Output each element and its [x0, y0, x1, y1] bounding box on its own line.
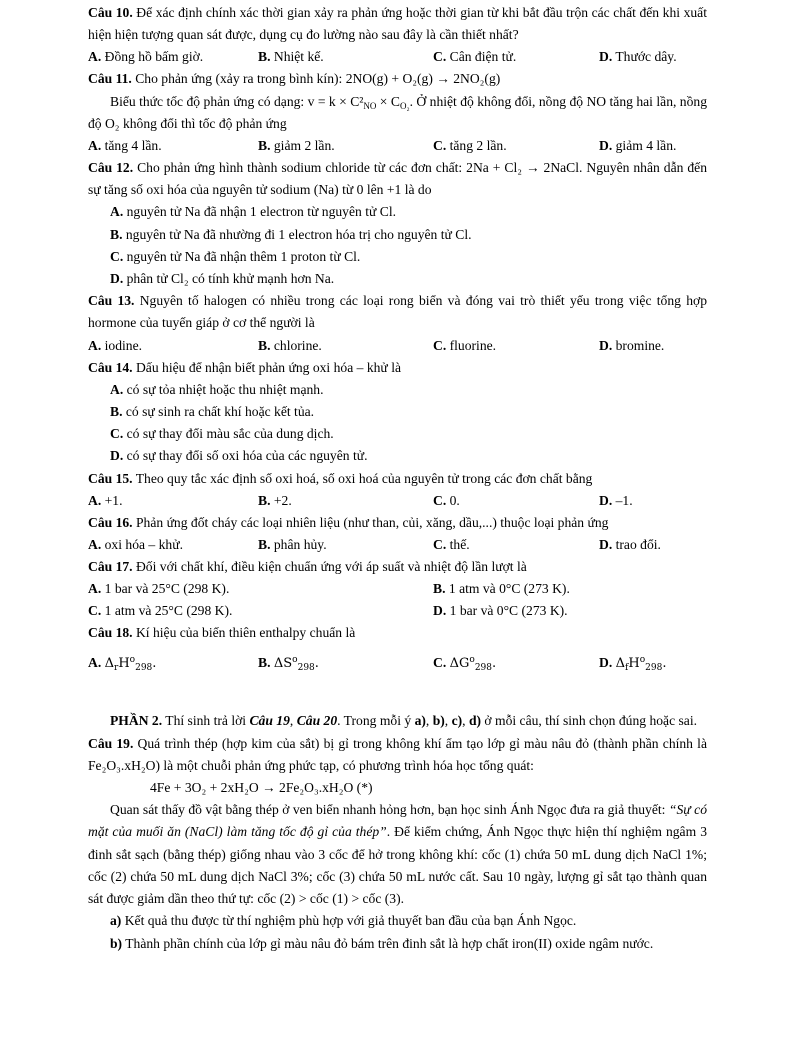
question-text: Nguyên tố halogen có nhiều trong các loại rong biển và đóng vai trò thiết yếu trong việc tổng hợp hormone của tuyến giáp ở cơ thể người là — [88, 293, 707, 331]
option-c: C. có sự thay đổi màu sắc của dung dịch. — [110, 426, 334, 442]
option-d: trao đổi. — [615, 537, 661, 553]
option-a: tăng 4 lần. — [104, 138, 162, 154]
question-number: Câu 11. — [88, 71, 132, 87]
option-c: $\Delta G^o_{298}$. — [449, 655, 497, 674]
option-c: Cân điện tử. — [449, 49, 517, 65]
question-19 — [88, 733, 707, 777]
option-b: B. nguyên tử Na đã nhường đi 1 electron hóa trị cho nguyên tử Cl. — [110, 226, 472, 242]
question-text: Kí hiệu của biến thiên enthalpy chuẩn là — [132, 625, 356, 641]
option-b: Nhiệt kế. — [273, 49, 324, 65]
option-d: Thước dây. — [615, 49, 677, 65]
option-d: D. phân tử Cl₂ có tính khử mạnh hơn Na. — [110, 271, 335, 287]
question-text: Theo quy tắc xác định số oxi hoá, số oxi hoá của nguyên tử trong các đơn chất bằng — [132, 470, 593, 486]
option-a: oxi hóa – khử. — [104, 537, 183, 553]
question-number: Câu 12. — [88, 160, 134, 176]
part-2-instructions: PHẦN 2. Thí sinh trả lời Câu 19, Câu 20. Trong mỗi ý a), b), c), d) ở mỗi câu, thí sinh chọn đúng hoặc sai. — [110, 713, 697, 729]
statement-a: a) Kết quả thu được từ thí nghiệm phù hợp với giả thuyết ban đầu của bạn Ánh Ngọc. — [110, 913, 577, 929]
option-c: tăng 2 lần. — [449, 138, 507, 154]
question-number: Câu 10. — [88, 5, 133, 20]
rust-equation: 4Fe + 3O₂ + 2xH₂O → 2Fe₂O₃.xH₂O (*) — [150, 780, 373, 796]
part-title: PHẦN 2. — [110, 713, 163, 729]
question-14 — [88, 357, 707, 379]
option-b: 1 atm và 0°C (273 K). — [448, 581, 570, 597]
option-a: 1 bar và 25°C (298 K). — [104, 581, 230, 597]
question-10 — [88, 2, 707, 46]
option-b: B. có sự sinh ra chất khí hoặc kết tủa. — [110, 404, 315, 420]
question-17 — [88, 556, 707, 578]
option-a: $\Delta_rH^o_{298}$. — [104, 655, 157, 674]
option-d: giảm 4 lần. — [615, 138, 677, 154]
question-number: Câu 14. — [88, 359, 133, 375]
option-c: C. nguyên tử Na đã nhận thêm 1 proton từ Cl. — [110, 248, 361, 264]
option-b: chlorine. — [273, 337, 322, 353]
question-text: Để xác định chính xác thời gian xảy ra phản ứng hoặc thời gian từ khi bắt đầu trộn các chất đến khi xuất hiện hiện tượng quan sát được, dụng cụ đo lường nào sau đây là cần thiết nhất? — [88, 5, 707, 43]
option-a: A. nguyên tử Na đã nhận 1 electron từ nguyên tử Cl. — [110, 204, 396, 220]
question-text: Đối với chất khí, điều kiện chuẩn ứng với áp suất và nhiệt độ lần lượt là — [132, 559, 527, 575]
option-d: –1. — [615, 492, 633, 508]
question-text: Quá trình thép (hợp kim của sắt) bị gỉ trong không khí ẩm tạo lớp gỉ màu nâu đỏ (thành phần chính là Fe₂O₃.xH₂O) là một chuỗi phản ứng phức tạp, có phương trình hóa học tổng quát: — [88, 735, 707, 773]
question-text: Dấu hiệu để nhận biết phản ứng oxi hóa – khử là — [132, 359, 402, 375]
options-q15: A. +1. B. +2. C. 0. D. –1. — [88, 492, 633, 508]
option-a: +1. — [104, 492, 123, 508]
option-a: Đồng hồ bấm giờ. — [104, 49, 204, 65]
option-c: 0. — [449, 492, 460, 508]
question-18 — [88, 622, 707, 644]
option-b: $\Delta S^o_{298}$. — [273, 655, 319, 674]
option-c: fluorine. — [449, 337, 497, 353]
question-number: Câu 18. — [88, 625, 133, 641]
option-c: thế. — [449, 537, 470, 553]
option-b: phân hủy. — [273, 537, 327, 553]
option-d: $\Delta_fH^o_{298}$. — [615, 655, 667, 674]
question-number: Câu 17. — [88, 559, 133, 575]
option-a: iodine. — [104, 337, 143, 353]
options-q10: A. Đồng hồ bấm giờ. B. Nhiệt kế. C. Cân điện tử. D. Thước dây. — [88, 49, 677, 65]
option-d: 1 bar và 0°C (273 K). — [449, 603, 568, 619]
options-q18: A. $\Delta_rH^o_{298}$. B. $\Delta S^o_{298}$. C. $\Delta G^o_{298}$. D. $\Delta_fH^o_{298}$. — [88, 655, 667, 674]
option-b: +2. — [273, 492, 292, 508]
question-12 — [88, 157, 707, 201]
option-d: bromine. — [615, 337, 665, 353]
option-c: 1 atm và 25°C (298 K). — [104, 603, 233, 619]
question-text: Phản ứng đốt cháy các loại nhiên liệu (như than, củi, xăng, dầu,...) thuộc loại phản ứng — [132, 514, 609, 530]
rate-expression-paragraph: Biểu thức tốc độ phản ứng có dạng: $v = k \times C^2_{NO} \times C_{O_2}$. Ở nhiệt độ không đổi, nồng độ NO tăng hai lần, nồng độ O₂ không đổi thì tốc độ phản ứng — [88, 93, 707, 131]
options-q17-row1: A. 1 bar và 25°C (298 K). B. 1 atm và 0°C (273 K). — [88, 581, 570, 597]
question-text: Cho phản ứng hình thành sodium chloride từ các đơn chất: 2Na + Cl₂ → 2NaCl. Nguyên nhân dẫn đến sự tăng số oxi hóa của nguyên tử sodium (Na) từ 0 lên +1 là do — [88, 160, 707, 198]
options-q11: A. tăng 4 lần. B. giảm 2 lần. C. tăng 2 lần. D. giảm 4 lần. — [88, 138, 677, 154]
question-11 — [88, 68, 707, 90]
options-q16: A. oxi hóa – khử. B. phân hủy. C. thế. D. trao đổi. — [88, 537, 661, 553]
question-text: Cho phản ứng (xảy ra trong bình kín): 2NO(g) + O₂(g) → 2NO₂(g) — [131, 71, 501, 87]
question-number: Câu 19. — [88, 735, 134, 751]
experiment-description: Quan sát thấy đồ vật bằng thép ở ven biển nhanh hỏng hơn, bạn học sinh Ánh Ngọc đưa ra giả thuyết: “Sự có mặt của muối ăn (NaCl) làm tăng tốc độ gỉ của thép”. Để kiểm chứng, Ánh Ngọc thực hiện thí nghiệm ngâm 3 đinh sắt sạch (bằng thép) giống nhau vào 3 cốc để hở trong không khí: cốc (1) chứa 50 mL dung dịch NaCl 1%; cốc (2) chứa 50 mL dung dịch NaCl 3%; cốc (3) chứa 50 mL nước cất. Sau 10 ngày, lượng gỉ sắt tạo thành quan sát được giảm dần theo thứ tự: cốc (2) > cốc (1) > cốc (3). — [88, 802, 707, 907]
question-15 — [88, 468, 707, 490]
options-q13: A. iodine. B. chlorine. C. fluorine. D. bromine. — [88, 337, 665, 353]
option-a: A. có sự tỏa nhiệt hoặc thu nhiệt mạnh. — [110, 381, 324, 397]
question-13 — [88, 290, 707, 334]
question-number: Câu 15. — [88, 470, 133, 486]
question-number: Câu 13. — [88, 293, 135, 309]
option-d: D. có sự thay đổi số oxi hóa của các nguyên tử. — [110, 448, 368, 464]
question-number: Câu 16. — [88, 514, 133, 530]
options-q17-row2: C. 1 atm và 25°C (298 K). D. 1 bar và 0°C (273 K). — [88, 603, 568, 619]
option-b: giảm 2 lần. — [273, 138, 335, 154]
question-16 — [88, 512, 707, 534]
statement-b: b) Thành phần chính của lớp gỉ màu nâu đỏ bám trên đinh sắt là hợp chất iron(II) oxide ngâm nước. — [110, 935, 654, 951]
